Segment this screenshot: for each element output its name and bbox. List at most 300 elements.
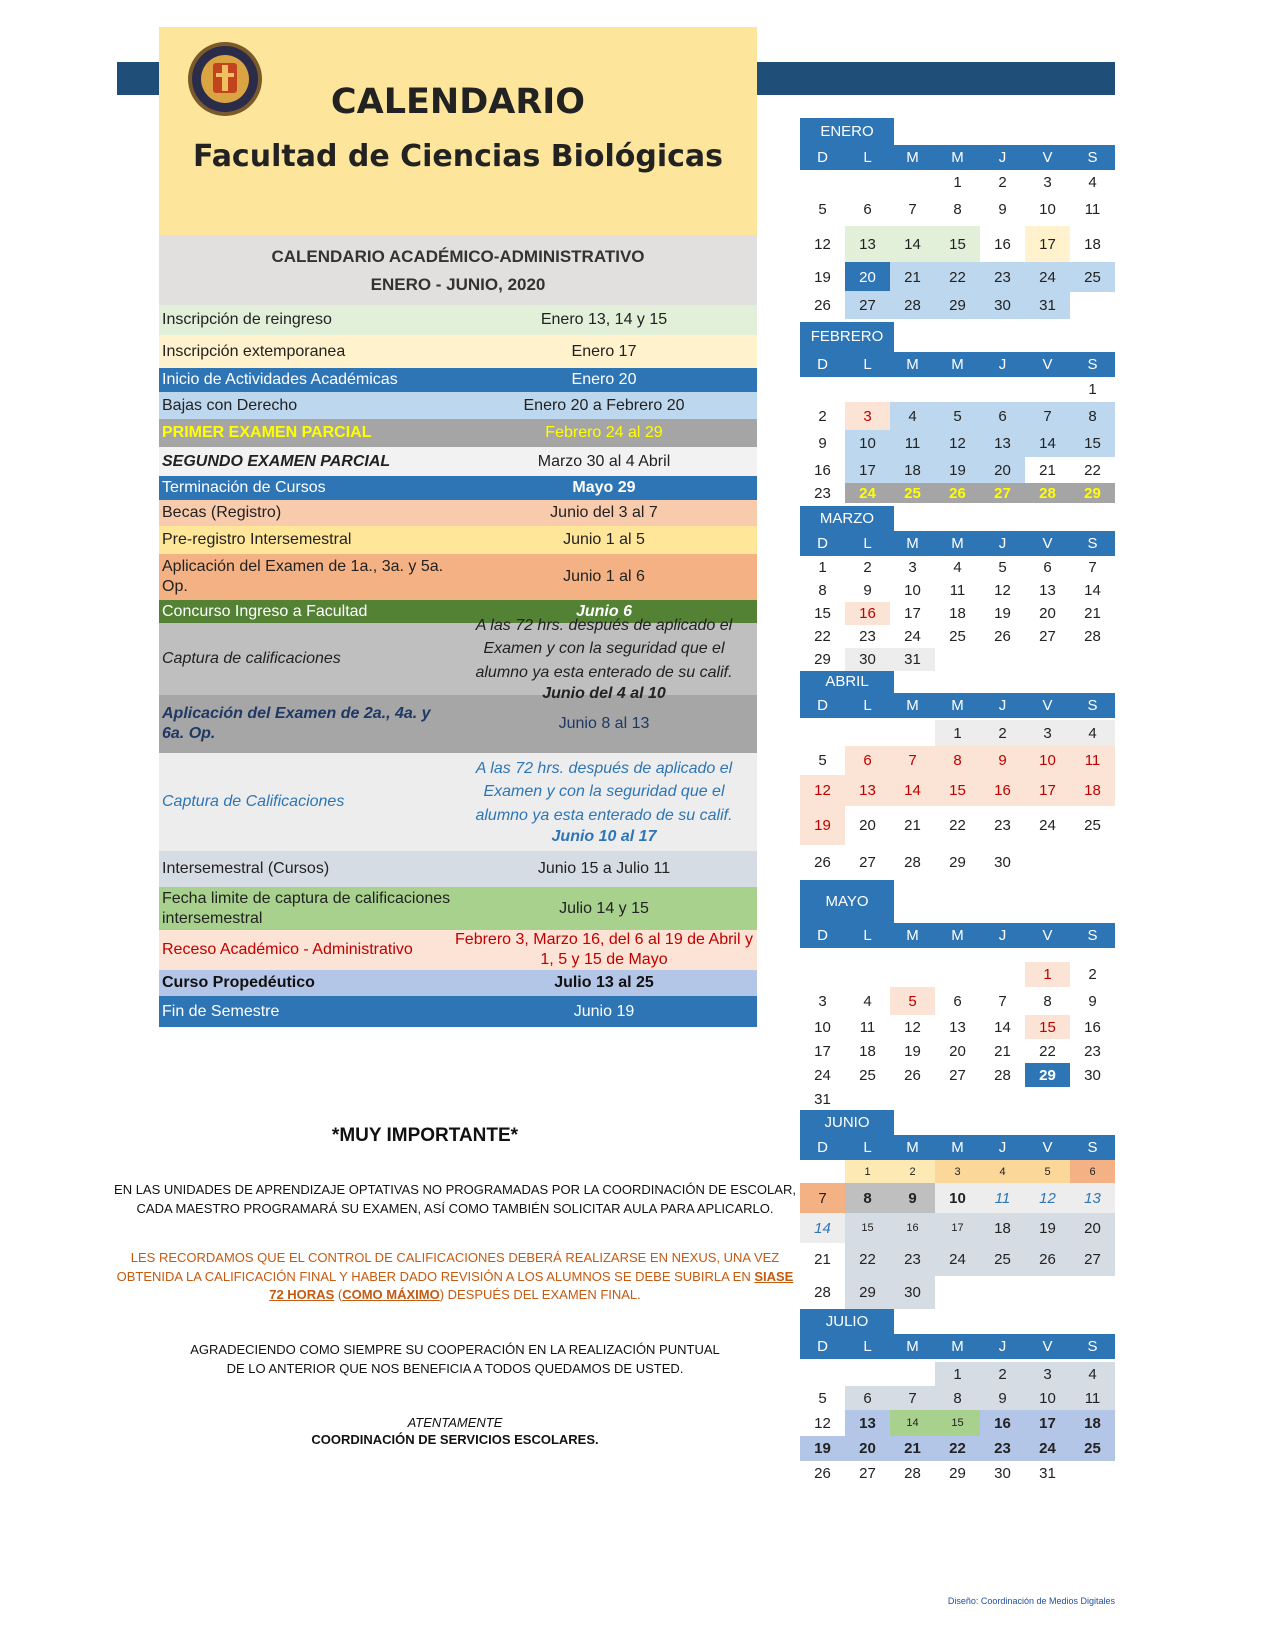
weekday-label: S bbox=[1087, 1139, 1098, 1156]
weekday-label: L bbox=[863, 927, 872, 944]
note-text: ) DESPUÉS DEL EXAMEN FINAL. bbox=[439, 1287, 641, 1303]
event-date: Marzo 30 al 4 Abril bbox=[537, 452, 671, 470]
weekday-header bbox=[800, 923, 1115, 948]
calendar-day: 20 bbox=[859, 817, 876, 834]
calendar-day: 27 bbox=[845, 291, 890, 319]
calendar-day: 1 bbox=[845, 1160, 890, 1183]
weekday-label: V bbox=[1042, 356, 1053, 373]
calendar-day: 30 bbox=[994, 1465, 1011, 1482]
calendar-day: 9 bbox=[863, 582, 872, 599]
event-label: Inicio de Actividades Académicas bbox=[162, 371, 398, 388]
calendar-day: 23 bbox=[980, 262, 1025, 292]
weekday-label: J bbox=[998, 356, 1007, 373]
month-title: JUNIO bbox=[800, 1110, 894, 1135]
calendar-day: 26 bbox=[814, 854, 831, 871]
calendar-day: 16 bbox=[845, 602, 890, 625]
event-date: Febrero 3, Marzo 16, del 6 al 19 de Abril y 1, 5 y 15 de Mayo bbox=[455, 931, 753, 968]
calendar-day: 5 bbox=[890, 987, 935, 1015]
event-date: Junio del 3 al 7 bbox=[550, 504, 658, 521]
calendar-day: 11 bbox=[949, 582, 966, 599]
calendar-day: 27 bbox=[1039, 628, 1056, 645]
calendar-day: 3 bbox=[818, 992, 827, 1010]
calendar-day: 31 bbox=[1025, 291, 1070, 319]
calendar-day: 19 bbox=[935, 457, 980, 483]
calendar-day: 25 bbox=[980, 1243, 1025, 1276]
calendar-day: 31 bbox=[814, 1090, 831, 1108]
calendar-day: 24 bbox=[814, 1066, 831, 1084]
calendar-day: 7 bbox=[1025, 402, 1070, 430]
weekday-header bbox=[800, 145, 1115, 170]
weekday-header bbox=[800, 693, 1115, 718]
calendar-day: 20 bbox=[845, 262, 890, 292]
calendar-day: 25 bbox=[1070, 262, 1115, 292]
calendar-day: 1 bbox=[935, 1362, 980, 1386]
calendar-day: 2 bbox=[980, 1362, 1025, 1386]
design-credit: Diseño: Coordinación de Medios Digitales bbox=[947, 1596, 1115, 1606]
calendar-day: 19 bbox=[1025, 1213, 1070, 1243]
calendar-day: 10 bbox=[1025, 746, 1070, 775]
calendar-day: 12 bbox=[994, 582, 1011, 599]
calendar-day: 17 bbox=[1025, 226, 1070, 262]
note-grades-nexus bbox=[110, 1249, 800, 1306]
calendar-day: 22 bbox=[1039, 1042, 1056, 1060]
month-title: MARZO bbox=[800, 506, 894, 531]
weekday-label: S bbox=[1087, 356, 1098, 373]
calendar-day: 27 bbox=[980, 483, 1025, 503]
calendar-subheader bbox=[159, 235, 757, 305]
event-row bbox=[159, 305, 757, 335]
weekday-label: M bbox=[906, 535, 919, 552]
calendar-day: 3 bbox=[908, 559, 917, 576]
calendar-day: 19 bbox=[994, 605, 1011, 622]
weekday-label: J bbox=[998, 927, 1007, 944]
calendar-day: 11 bbox=[980, 1183, 1025, 1213]
calendar-day: 4 bbox=[1070, 720, 1115, 746]
section-title: CALENDARIO ACADÉMICO-ADMINISTRATIVO bbox=[271, 247, 645, 266]
note-line: LES RECORDAMOS QUE EL CONTROL DE CALIFICACIONES DEBERÁ REALIZARSE EN NEXUS, UNA VEZ bbox=[130, 1249, 780, 1265]
calendar-day: 30 bbox=[980, 291, 1025, 319]
calendar-day: 31 bbox=[1039, 1465, 1056, 1482]
calendar-day: 6 bbox=[1070, 1160, 1115, 1183]
note-line: CADA MAESTRO PROGRAMARÁ SU EXAMEN, ASÍ COMO TAMBIÉN SOLICITAR AULA PARA APLICARLO. bbox=[136, 1200, 774, 1216]
period-label: ENERO - JUNIO, 2020 bbox=[370, 275, 546, 294]
event-label: Aplicación del Examen de 2a., 4a. y 6a. Op. bbox=[162, 705, 431, 742]
event-date: Julio 14 y 15 bbox=[559, 899, 649, 917]
calendar-day: 17 bbox=[814, 1042, 831, 1060]
calendar-day: 20 bbox=[1039, 605, 1056, 622]
calendar-day: 8 bbox=[1070, 402, 1115, 430]
calendar-day: 8 bbox=[845, 1183, 890, 1213]
calendar-day: 28 bbox=[1084, 628, 1101, 645]
calendar-day: 23 bbox=[994, 817, 1011, 834]
event-date-note: A las 72 hrs. después de aplicado el Examen y con la seguridad que el alumno ya esta enterado de su calif. bbox=[475, 760, 733, 824]
faculty-name: Facultad de Ciencias Biológicas bbox=[192, 139, 724, 174]
calendar-day: 11 bbox=[890, 430, 935, 457]
calendar-day: 28 bbox=[904, 1465, 921, 1482]
calendar-day: 30 bbox=[1084, 1066, 1101, 1084]
calendar-day: 7 bbox=[890, 746, 935, 775]
event-row bbox=[159, 930, 757, 970]
calendar-day: 25 bbox=[1070, 1436, 1115, 1461]
calendar-day: 21 bbox=[904, 817, 921, 834]
weekday-label: M bbox=[951, 356, 964, 373]
calendar-day: 5 bbox=[818, 200, 827, 218]
calendar-day: 15 bbox=[935, 1410, 980, 1436]
academic-calendar-panel bbox=[159, 27, 757, 1027]
calendar-day: 22 bbox=[935, 1436, 980, 1461]
event-date: Mayo 29 bbox=[572, 479, 636, 496]
weekday-label: L bbox=[863, 149, 872, 166]
calendar-day: 7 bbox=[800, 1183, 845, 1213]
event-row bbox=[159, 617, 757, 702]
calendar-day: 8 bbox=[953, 200, 962, 218]
weekday-label: M bbox=[906, 927, 919, 944]
calendar-day: 24 bbox=[1025, 262, 1070, 292]
calendar-day: 3 bbox=[1043, 174, 1052, 191]
weekday-label: M bbox=[906, 1338, 919, 1355]
calendar-day: 1 bbox=[818, 559, 827, 576]
calendar-day: 26 bbox=[814, 296, 831, 314]
calendar-day: 2 bbox=[863, 559, 872, 576]
calendar-day: 25 bbox=[1084, 817, 1101, 834]
event-date-note: A las 72 hrs. después de aplicado el Examen y con la seguridad que el alumno ya esta enterado de su calif. bbox=[475, 617, 733, 681]
weekday-label: D bbox=[817, 356, 828, 373]
event-label: Aplicación del Examen de 1a., 3a. y 5a. Op. bbox=[162, 558, 444, 595]
calendar-day: 2 bbox=[1088, 966, 1097, 983]
calendar-day: 4 bbox=[1088, 174, 1097, 191]
calendar-day: 19 bbox=[904, 1042, 921, 1060]
calendar-day: 19 bbox=[800, 806, 845, 845]
calendar-day: 14 bbox=[994, 1018, 1011, 1036]
calendar-day: 27 bbox=[1070, 1243, 1115, 1276]
calendar-day: 11 bbox=[859, 1018, 876, 1036]
calendar-day: 11 bbox=[1084, 200, 1101, 218]
siase-link-text: SIASE bbox=[754, 1268, 794, 1284]
weekday-label: J bbox=[998, 697, 1007, 714]
calendar-day: 12 bbox=[814, 235, 831, 253]
event-row bbox=[159, 753, 757, 851]
calendar-day: 29 bbox=[949, 1465, 966, 1482]
calendar-day: 21 bbox=[814, 1251, 831, 1268]
weekday-label: S bbox=[1087, 149, 1098, 166]
calendar-day: 4 bbox=[863, 992, 872, 1010]
calendar-day: 22 bbox=[949, 817, 966, 834]
calendar-day: 26 bbox=[935, 483, 980, 503]
calendar-day: 25 bbox=[949, 628, 966, 645]
calendar-day: 6 bbox=[863, 200, 872, 218]
calendar-day: 11 bbox=[1070, 1386, 1115, 1410]
event-row bbox=[159, 392, 757, 419]
max-text: COMO MÁXIMO bbox=[342, 1287, 440, 1303]
calendar-day: 15 bbox=[1070, 430, 1115, 457]
calendar-day: 20 bbox=[980, 457, 1025, 483]
weekday-label: M bbox=[906, 149, 919, 166]
weekday-header bbox=[800, 1334, 1115, 1359]
calendar-day: 5 bbox=[1025, 1160, 1070, 1183]
event-label: Inscripción extemporanea bbox=[162, 342, 346, 360]
event-date: Enero 20 a Febrero 20 bbox=[523, 396, 685, 414]
event-row bbox=[159, 851, 757, 887]
weekday-label: D bbox=[817, 697, 828, 714]
note-line bbox=[110, 1286, 800, 1305]
calendar-day: 11 bbox=[1070, 746, 1115, 775]
calendar-day: 25 bbox=[859, 1066, 876, 1084]
weekday-label: V bbox=[1042, 1139, 1053, 1156]
calendar-day: 19 bbox=[814, 268, 831, 286]
calendar-day: 12 bbox=[935, 430, 980, 457]
event-row bbox=[159, 970, 757, 996]
calendar-day: 15 bbox=[935, 226, 980, 262]
calendar-day: 27 bbox=[949, 1066, 966, 1084]
note-line: EN LAS UNIDADES DE APRENDIZAJE OPTATIVAS NO PROGRAMADAS POR LA COORDINACIÓN DE ESCOLAR, bbox=[114, 1182, 796, 1197]
calendar-day: 5 bbox=[998, 559, 1007, 576]
month-title: FEBRERO bbox=[800, 322, 894, 352]
calendar-day: 28 bbox=[994, 1066, 1011, 1084]
weekday-label: V bbox=[1042, 927, 1053, 944]
calendar-day: 15 bbox=[845, 1213, 890, 1243]
event-date: Junio 1 al 6 bbox=[563, 568, 645, 585]
event-label: Inscripción de reingreso bbox=[162, 311, 332, 328]
weekday-header bbox=[800, 531, 1115, 556]
weekday-header bbox=[800, 1135, 1115, 1160]
weekday-label: V bbox=[1042, 1338, 1053, 1355]
calendar-day: 26 bbox=[994, 628, 1011, 645]
calendar-day: 16 bbox=[980, 775, 1025, 806]
calendar-day: 1 bbox=[953, 174, 962, 191]
calendar-day: 6 bbox=[980, 402, 1025, 430]
weekday-label: M bbox=[951, 1139, 964, 1156]
calendar-day: 28 bbox=[890, 291, 935, 319]
weekday-label: S bbox=[1087, 927, 1098, 944]
calendar-day: 4 bbox=[890, 402, 935, 430]
event-label: Concurso Ingreso a Facultad bbox=[162, 602, 368, 620]
calendar-day: 7 bbox=[998, 992, 1007, 1010]
event-date: Junio 8 al 13 bbox=[558, 715, 650, 732]
calendar-day: 8 bbox=[1043, 992, 1052, 1010]
event-label: Receso Académico - Administrativo bbox=[162, 941, 413, 958]
calendar-day: 5 bbox=[935, 402, 980, 430]
event-row bbox=[159, 554, 757, 600]
calendar-day: 31 bbox=[890, 648, 935, 671]
event-label: Fecha limite de captura de calificaciones intersemestral bbox=[162, 889, 451, 927]
sign-office: COORDINACIÓN DE SERVICIOS ESCOLARES. bbox=[311, 1431, 599, 1447]
calendar-day: 5 bbox=[818, 1389, 827, 1407]
event-label: Captura de Calificaciones bbox=[162, 793, 345, 810]
calendar-day: 13 bbox=[845, 226, 890, 262]
calendar-day: 24 bbox=[935, 1243, 980, 1276]
weekday-label: J bbox=[998, 535, 1007, 552]
weekday-label: M bbox=[951, 149, 964, 166]
calendar-day: 7 bbox=[908, 200, 917, 218]
calendar-day: 30 bbox=[994, 854, 1011, 871]
calendar-day: 21 bbox=[1039, 461, 1056, 479]
calendar-day: 3 bbox=[1025, 720, 1070, 746]
calendar-day: 10 bbox=[845, 430, 890, 457]
event-date bbox=[454, 614, 754, 704]
weekday-label: L bbox=[863, 356, 872, 373]
event-date: Julio 13 al 25 bbox=[554, 974, 654, 991]
calendar-day: 29 bbox=[845, 1276, 890, 1309]
calendar-day: 12 bbox=[814, 1414, 831, 1432]
calendar-day: 6 bbox=[845, 746, 890, 775]
calendar-day: 16 bbox=[994, 235, 1011, 253]
calendar-day: 27 bbox=[859, 854, 876, 871]
weekday-label: D bbox=[817, 1139, 828, 1156]
calendar-day: 13 bbox=[1070, 1183, 1115, 1213]
calendar-day: 17 bbox=[935, 1213, 980, 1243]
calendar-day: 4 bbox=[1070, 1362, 1115, 1386]
note-line bbox=[110, 1268, 800, 1287]
note-line: AGRADECIENDO COMO SIEMPRE SU COOPERACIÓN EN LA REALIZACIÓN PUNTUAL bbox=[190, 1342, 720, 1358]
event-row bbox=[159, 368, 757, 392]
weekday-label: S bbox=[1087, 1338, 1098, 1355]
events-table bbox=[159, 305, 757, 1027]
note-text: ( bbox=[334, 1287, 343, 1303]
calendar-day: 15 bbox=[935, 775, 980, 806]
event-date: Enero 13, 14 y 15 bbox=[540, 311, 668, 328]
calendar-day: 14 bbox=[1084, 582, 1101, 599]
calendar-day: 8 bbox=[818, 582, 827, 599]
note-optional-courses bbox=[110, 1181, 800, 1219]
calendar-day: 30 bbox=[845, 648, 890, 671]
calendar-day: 18 bbox=[859, 1042, 876, 1060]
weekday-label: M bbox=[906, 356, 919, 373]
calendar-day: 26 bbox=[1025, 1243, 1070, 1276]
month-title: JULIO bbox=[800, 1309, 894, 1334]
calendar-day: 3 bbox=[845, 402, 890, 430]
calendar-day: 29 bbox=[814, 651, 831, 668]
calendar-day: 16 bbox=[814, 461, 831, 479]
calendar-day: 25 bbox=[890, 483, 935, 503]
calendar-day: 21 bbox=[1084, 605, 1101, 622]
calendar-day: 29 bbox=[1070, 483, 1115, 503]
event-row bbox=[159, 526, 757, 554]
calendar-day: 23 bbox=[1084, 1042, 1101, 1060]
calendar-day: 10 bbox=[904, 582, 921, 599]
calendar-day: 14 bbox=[890, 226, 935, 262]
calendar-day: 8 bbox=[935, 1386, 980, 1410]
page-title: CALENDARIO bbox=[330, 82, 586, 122]
calendar-day: 16 bbox=[890, 1213, 935, 1243]
event-date-range: Junio del 4 al 10 bbox=[542, 684, 666, 702]
calendar-day: 14 bbox=[1025, 430, 1070, 457]
calendar-day: 14 bbox=[890, 1410, 935, 1436]
event-date bbox=[454, 757, 754, 847]
calendar-day: 22 bbox=[935, 262, 980, 292]
calendar-day: 24 bbox=[1025, 1436, 1070, 1461]
weekday-label: L bbox=[863, 535, 872, 552]
event-label: PRIMER EXAMEN PARCIAL bbox=[162, 424, 372, 441]
calendar-day: 18 bbox=[890, 457, 935, 483]
weekday-label: M bbox=[951, 697, 964, 714]
calendar-day: 22 bbox=[845, 1243, 890, 1276]
calendar-day: 20 bbox=[1070, 1213, 1115, 1243]
month-title: MAYO bbox=[800, 880, 894, 923]
calendar-day: 17 bbox=[904, 605, 921, 622]
calendar-day: 28 bbox=[814, 1284, 831, 1301]
calendar-day: 24 bbox=[845, 483, 890, 503]
event-row bbox=[159, 447, 757, 476]
event-date: Enero 20 bbox=[571, 371, 637, 388]
calendar-day: 7 bbox=[1088, 559, 1097, 576]
calendar-day: 5 bbox=[818, 752, 827, 769]
calendar-day: 15 bbox=[1025, 1015, 1070, 1039]
calendar-day: 28 bbox=[1025, 483, 1070, 503]
calendar-day: 1 bbox=[935, 720, 980, 746]
calendar-day: 29 bbox=[949, 854, 966, 871]
calendar-day: 12 bbox=[800, 775, 845, 806]
calendar-day: 16 bbox=[1084, 1018, 1101, 1036]
calendar-day: 13 bbox=[845, 1410, 890, 1436]
important-heading: *MUY IMPORTANTE* bbox=[331, 1125, 519, 1146]
calendar-day: 2 bbox=[890, 1160, 935, 1183]
calendar-day: 16 bbox=[980, 1410, 1025, 1436]
event-date-range: Junio 10 al 17 bbox=[551, 827, 657, 845]
weekday-label: M bbox=[906, 697, 919, 714]
weekday-label: J bbox=[998, 149, 1007, 166]
weekday-label: L bbox=[863, 1139, 872, 1156]
calendar-day: 24 bbox=[904, 628, 921, 645]
event-row bbox=[159, 335, 757, 368]
event-label: Terminación de Cursos bbox=[162, 479, 326, 496]
weekday-label: L bbox=[863, 1338, 872, 1355]
calendar-day: 6 bbox=[953, 992, 962, 1010]
calendar-day: 23 bbox=[814, 484, 831, 502]
calendar-day: 21 bbox=[890, 262, 935, 292]
calendar-day: 2 bbox=[980, 720, 1025, 746]
calendar-day: 10 bbox=[1039, 200, 1056, 218]
event-label: Fin de Semestre bbox=[162, 1002, 280, 1020]
calendar-day: 4 bbox=[980, 1160, 1025, 1183]
calendar-day: 9 bbox=[818, 435, 827, 452]
calendar-day: 10 bbox=[1025, 1386, 1070, 1410]
note-thanks bbox=[110, 1341, 800, 1379]
header-band-left bbox=[117, 62, 159, 95]
calendar-day: 23 bbox=[890, 1243, 935, 1276]
calendar-day: 26 bbox=[904, 1066, 921, 1084]
calendar-day: 12 bbox=[904, 1018, 921, 1036]
important-notes bbox=[110, 1125, 800, 1449]
calendar-day: 13 bbox=[980, 430, 1025, 457]
event-label: SEGUNDO EXAMEN PARCIAL bbox=[162, 452, 391, 470]
calendar-day: 14 bbox=[800, 1213, 845, 1243]
weekday-label: M bbox=[951, 927, 964, 944]
calendar-day: 28 bbox=[904, 854, 921, 871]
calendar-day: 6 bbox=[1043, 559, 1052, 576]
calendar-day: 18 bbox=[1070, 1410, 1115, 1436]
month-title: ABRIL bbox=[800, 671, 894, 693]
calendar-day: 3 bbox=[935, 1160, 980, 1183]
calendar-day: 29 bbox=[935, 291, 980, 319]
weekday-label: V bbox=[1042, 697, 1053, 714]
weekday-label: D bbox=[817, 149, 828, 166]
weekday-label: J bbox=[998, 1338, 1007, 1355]
weekday-label: M bbox=[951, 1338, 964, 1355]
calendar-day: 26 bbox=[814, 1465, 831, 1482]
calendar-day: 27 bbox=[859, 1465, 876, 1482]
header-band-right bbox=[757, 62, 1115, 95]
month-title: ENERO bbox=[800, 118, 894, 145]
calendar-day: 18 bbox=[1070, 775, 1115, 806]
calendar-day: 7 bbox=[890, 1386, 935, 1410]
calendar-day: 18 bbox=[980, 1213, 1025, 1243]
event-label: Becas (Registro) bbox=[162, 504, 282, 521]
event-date: Enero 17 bbox=[571, 342, 637, 360]
weekday-label: L bbox=[863, 697, 872, 714]
calendar-day: 18 bbox=[949, 605, 966, 622]
calendar-day: 13 bbox=[845, 775, 890, 806]
calendar-day: 10 bbox=[814, 1018, 831, 1036]
